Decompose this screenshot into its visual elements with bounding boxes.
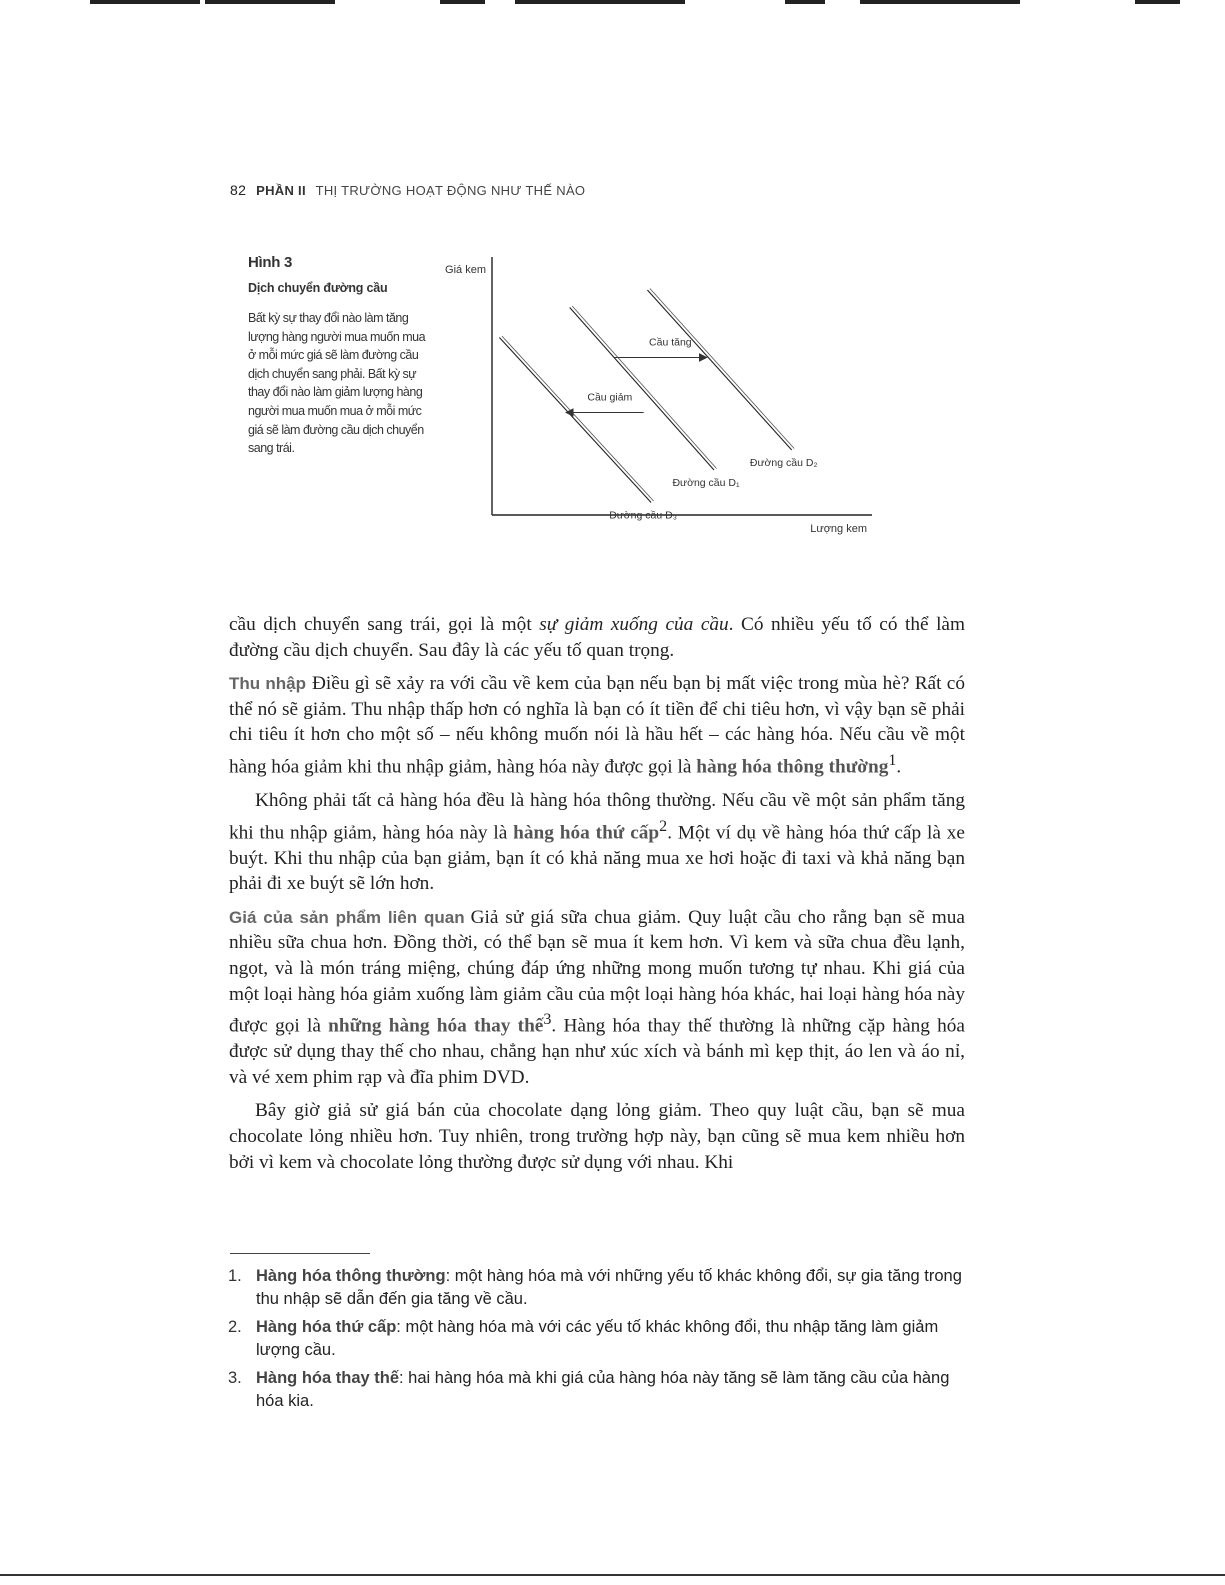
- shift-label-2: Cầu giảm: [587, 391, 633, 404]
- footnote-number: 1.: [228, 1267, 242, 1285]
- footnote-item: [228, 1367, 968, 1413]
- page-number: 82: [230, 182, 247, 198]
- demand-curve-label-1: Đường cầu D₃: [609, 509, 678, 522]
- footnote-term: Hàng hóa thứ cấp: [256, 1318, 397, 1336]
- footnote-item: [228, 1265, 968, 1311]
- section-head-income: Thu nhập: [229, 674, 306, 694]
- demand-curve-1-edge: [502, 336, 654, 501]
- footnote-text: : hai hàng hóa mà khi giá của hàng hóa này tăng sẽ làm tăng cầu của hàng hóa kia.: [256, 1369, 950, 1410]
- demand-curve-3-edge: [650, 289, 794, 449]
- demand-curve-2: [570, 308, 714, 471]
- scan-edge-bottom: [0, 1574, 1225, 1576]
- footnote-number: 2.: [228, 1318, 242, 1336]
- emphasis-decrease-in-demand: sự giảm xuống của cầu: [539, 614, 729, 635]
- part-title: THỊ TRƯỜNG HOẠT ĐỘNG NHƯ THẾ NÀO: [315, 183, 586, 198]
- shift-label-1: Cầu tăng: [649, 336, 692, 349]
- section-head-related-goods: Giá của sản phẩm liên quan: [229, 907, 465, 927]
- scan-edge-top: [0, 0, 1225, 10]
- footnote-text: : một hàng hóa mà với các yếu tố khác không đổi, thu nhập tăng làm giảm lượng cầu.: [256, 1318, 939, 1359]
- footnote-rule: [230, 1253, 370, 1254]
- footnote-item: [228, 1316, 968, 1362]
- term-inferior-good: hàng hóa thứ cấp: [513, 822, 660, 843]
- footnotes: [228, 1265, 968, 1418]
- figure-title: Dịch chuyển đường cầu: [248, 281, 388, 295]
- demand-shift-chart: [440, 255, 880, 545]
- figure-sidebar: [248, 254, 428, 458]
- footnote-term: Hàng hóa thay thế: [256, 1369, 400, 1387]
- demand-curve-1: [499, 338, 651, 503]
- footnote-ref-2: 2: [659, 817, 668, 835]
- footnote-ref-1: 1: [888, 751, 897, 769]
- demand-curve-label-2: Đường cầu D₁: [672, 477, 740, 489]
- paragraph-complements: Bây giờ giả sử giá bán của chocolate dạng lỏng giảm. Theo quy luật cầu, bạn sẽ mua chocolate lỏng nhiều hơn. Tuy nhiên, trong trường hợp này, bạn cũng sẽ mua kem nhiều hơn bởi vì kem và chocolate lỏng thường được sử dụng với nhau. Khi: [229, 1100, 965, 1173]
- term-substitutes: những hàng hóa thay thế: [328, 1015, 544, 1037]
- term-normal-good: hàng hóa thông thường: [696, 756, 889, 778]
- demand-curve-3: [647, 290, 791, 450]
- chart-canvas: [440, 255, 880, 545]
- demand-curve-2-edge: [572, 306, 716, 469]
- running-header: [230, 182, 585, 198]
- body-text: [229, 612, 965, 1175]
- footnote-ref-3: 3: [543, 1011, 552, 1029]
- footnote-number: 3.: [228, 1369, 242, 1387]
- x-axis-label: Lượng kem: [810, 523, 867, 535]
- paragraph-related-goods: Giá của sản phẩm liên quan Giả sử giá sữa chua giảm. Quy luật cầu cho rằng bạn sẽ mua nhiều sữa chua hơn. Đồng thời, có thể bạn sẽ mua ít kem hơn. Vì kem và sữa chua đều lạnh, ngọt, và là món tráng miệng, chúng đáp ứng những mong muốn tương tự nhau. Khi giá của một loại hàng hóa giảm xuống làm giảm cầu của một loại hàng hóa khác, hai loại hàng hóa này được gọi là những hàng hóa thay thế$^3$. Hàng hóa thay thế thường là những cặp hàng hóa được sử dụng thay thế cho nhau, chẳng hạn như xúc xích và bánh mì kẹp thịt, áo len và áo nỉ, và vé xem phim rạp và đĩa phim DVD.: [229, 906, 965, 1088]
- paragraph-income: Thu nhập Điều gì sẽ xảy ra với cầu về kem của bạn nếu bạn bị mất việc trong mùa hè? Rất có thể nó sẽ giảm. Thu nhập thấp hơn có nghĩa là bạn có ít tiền để chi tiêu hơn, vì vậy bạn sẽ phải chi tiêu ít hơn cho một số – nếu không muốn nói là hầu hết – các hàng hóa. Nếu cầu về một hàng hóa giảm khi thu nhập giảm, hàng hóa này được gọi là hàng hóa thông thường$^1$.: [229, 673, 965, 778]
- y-axis-label: Giá kem: [445, 264, 486, 276]
- paragraph-1: cầu dịch chuyển sang trái, gọi là một sự giảm xuống của cầu. Có nhiều yếu tố có thể làm đường cầu dịch chuyển. Sau đây là các yếu tố quan trọng.: [229, 614, 965, 661]
- part-label: PHẦN II: [256, 183, 306, 198]
- footnote-text: : một hàng hóa mà với những yếu tố khác không đổi, sự gia tăng trong thu nhập sẽ dẫn đến gia tăng về cầu.: [256, 1267, 962, 1308]
- figure-label: Hình 3: [248, 254, 293, 271]
- demand-curve-label-3: Đường cầu D₂: [749, 457, 818, 469]
- footnote-term: Hàng hóa thông thường: [256, 1267, 446, 1285]
- figure-caption: Bất kỳ sự thay đổi nào làm tăng lượng hàng người mua muốn mua ở mỗi mức giá sẽ làm đường cầu dịch chuyển sang phải. Bất kỳ sự thay đổi nào làm giảm lượng hàng người mua muốn mua ở mỗi mức giá sẽ làm đường cầu dịch chuyển sang trái.: [248, 311, 426, 456]
- paragraph-inferior: Không phải tất cả hàng hóa đều là hàng hóa thông thường. Nếu cầu về một sản phẩm tăng khi thu nhập giảm, hàng hóa này là hàng hóa thứ cấp$^2$. Một ví dụ về hàng hóa thứ cấp là xe buýt. Khi thu nhập của bạn giảm, bạn ít có khả năng mua xe hơi hoặc đi taxi và khả năng bạn phải đi xe buýt sẽ lớn hơn.: [229, 789, 965, 895]
